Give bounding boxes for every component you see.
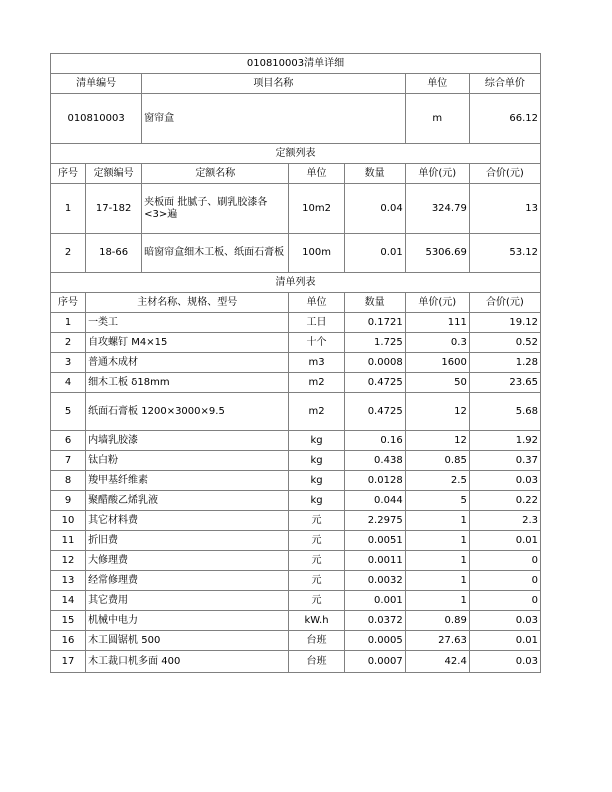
material-qty: 0.0051 — [344, 531, 405, 551]
material-total: 19.12 — [469, 313, 540, 333]
material-section-title: 清单列表 — [51, 273, 541, 293]
material-total: 5.68 — [469, 393, 540, 431]
material-total: 0.03 — [469, 651, 540, 673]
material-qty: 0.001 — [344, 591, 405, 611]
quota-unit: 10m2 — [289, 184, 344, 234]
material-no: 12 — [51, 551, 86, 571]
material-no: 17 — [51, 651, 86, 673]
material-row — [51, 333, 541, 353]
quota-price: 324.79 — [405, 184, 469, 234]
material-total-header: 合价(元) — [469, 293, 540, 313]
quota-no: 2 — [51, 234, 86, 273]
material-total: 0.37 — [469, 451, 540, 471]
material-unit: kg — [289, 491, 344, 511]
material-no: 10 — [51, 511, 86, 531]
material-name: 机械中电力 — [86, 611, 289, 631]
material-qty: 0.0008 — [344, 353, 405, 373]
quota-no-header: 序号 — [51, 164, 86, 184]
quota-code: 17-182 — [86, 184, 142, 234]
material-name: 聚醋酸乙烯乳液 — [86, 491, 289, 511]
material-row — [51, 591, 541, 611]
quota-name: 夹板面 批腻子、刷乳胶漆各<3>遍 — [142, 184, 289, 234]
material-name: 木工圆锯机 500 — [86, 631, 289, 651]
material-name: 木工裁口机多面 400 — [86, 651, 289, 673]
material-row — [51, 511, 541, 531]
material-unit: kW.h — [289, 611, 344, 631]
material-row — [51, 571, 541, 591]
material-row — [51, 393, 541, 431]
bill-code: 010810003 — [51, 94, 142, 144]
quota-header-row — [51, 164, 541, 184]
material-unit: 元 — [289, 511, 344, 531]
material-unit: m2 — [289, 393, 344, 431]
quota-qty: 0.04 — [344, 184, 405, 234]
material-unit: 元 — [289, 531, 344, 551]
material-unit: kg — [289, 471, 344, 491]
material-name-header: 主材名称、规格、型号 — [86, 293, 289, 313]
material-price: 111 — [405, 313, 469, 333]
material-price: 12 — [405, 431, 469, 451]
material-price: 1 — [405, 551, 469, 571]
material-price: 1 — [405, 531, 469, 551]
material-price: 1 — [405, 571, 469, 591]
material-qty: 2.2975 — [344, 511, 405, 531]
bill-name-header: 项目名称 — [142, 74, 406, 94]
material-no: 4 — [51, 373, 86, 393]
material-qty: 0.4725 — [344, 393, 405, 431]
material-total: 1.28 — [469, 353, 540, 373]
material-name: 一类工 — [86, 313, 289, 333]
material-total: 23.65 — [469, 373, 540, 393]
bill-name: 窗帘盒 — [142, 94, 406, 144]
material-total: 0 — [469, 571, 540, 591]
material-name: 细木工板 δ18mm — [86, 373, 289, 393]
table-title: 010810003清单详细 — [51, 54, 541, 74]
material-no: 1 — [51, 313, 86, 333]
material-total: 0.22 — [469, 491, 540, 511]
material-price: 1600 — [405, 353, 469, 373]
material-price: 0.89 — [405, 611, 469, 631]
material-total: 0.01 — [469, 531, 540, 551]
material-unit: 十个 — [289, 333, 344, 353]
quota-row — [51, 234, 541, 273]
material-qty: 0.16 — [344, 431, 405, 451]
quota-unit-header: 单位 — [289, 164, 344, 184]
material-total: 0.01 — [469, 631, 540, 651]
quota-unit: 100m — [289, 234, 344, 273]
bill-header-row — [51, 74, 541, 94]
material-row — [51, 353, 541, 373]
bill-price-header: 综合单价 — [469, 74, 540, 94]
material-qty: 0.0128 — [344, 471, 405, 491]
material-no: 7 — [51, 451, 86, 471]
material-name: 钛白粉 — [86, 451, 289, 471]
material-total: 0.03 — [469, 471, 540, 491]
material-unit: m3 — [289, 353, 344, 373]
quota-price: 5306.69 — [405, 234, 469, 273]
material-unit: kg — [289, 431, 344, 451]
material-total: 2.3 — [469, 511, 540, 531]
material-price: 1 — [405, 591, 469, 611]
material-name: 其它材料费 — [86, 511, 289, 531]
bill-unit: m — [405, 94, 469, 144]
material-no-header: 序号 — [51, 293, 86, 313]
material-qty: 0.0007 — [344, 651, 405, 673]
material-name: 普通木成材 — [86, 353, 289, 373]
material-no: 6 — [51, 431, 86, 451]
material-unit: kg — [289, 451, 344, 471]
material-price: 5 — [405, 491, 469, 511]
material-name: 大修理费 — [86, 551, 289, 571]
material-row — [51, 551, 541, 571]
material-qty: 0.0032 — [344, 571, 405, 591]
material-price: 2.5 — [405, 471, 469, 491]
material-no: 3 — [51, 353, 86, 373]
material-no: 15 — [51, 611, 86, 631]
quota-total: 13 — [469, 184, 540, 234]
material-qty: 0.1721 — [344, 313, 405, 333]
material-unit: m2 — [289, 373, 344, 393]
material-name: 纸面石膏板 1200×3000×9.5 — [86, 393, 289, 431]
quota-code: 18-66 — [86, 234, 142, 273]
quota-code-header: 定额编号 — [86, 164, 142, 184]
material-row — [51, 471, 541, 491]
material-no: 2 — [51, 333, 86, 353]
material-unit: 台班 — [289, 631, 344, 651]
material-price: 42.4 — [405, 651, 469, 673]
material-total: 1.92 — [469, 431, 540, 451]
material-row — [51, 313, 541, 333]
material-qty: 0.0372 — [344, 611, 405, 631]
material-qty: 0.0005 — [344, 631, 405, 651]
quota-row — [51, 184, 541, 234]
material-row — [51, 611, 541, 631]
material-qty: 0.044 — [344, 491, 405, 511]
material-unit: 元 — [289, 571, 344, 591]
material-unit-header: 单位 — [289, 293, 344, 313]
material-unit: 元 — [289, 551, 344, 571]
bill-unit-header: 单位 — [405, 74, 469, 94]
material-row — [51, 631, 541, 651]
material-no: 13 — [51, 571, 86, 591]
material-price: 50 — [405, 373, 469, 393]
material-qty: 0.4725 — [344, 373, 405, 393]
material-row — [51, 431, 541, 451]
material-qty: 0.0011 — [344, 551, 405, 571]
material-name: 折旧费 — [86, 531, 289, 551]
quota-total-header: 合价(元) — [469, 164, 540, 184]
quota-section-title: 定额列表 — [51, 144, 541, 164]
material-total: 0 — [469, 551, 540, 571]
bill-price: 66.12 — [469, 94, 540, 144]
quota-name-header: 定额名称 — [142, 164, 289, 184]
material-price: 0.85 — [405, 451, 469, 471]
material-row — [51, 491, 541, 511]
material-no: 14 — [51, 591, 86, 611]
material-no: 5 — [51, 393, 86, 431]
material-header-row — [51, 293, 541, 313]
material-price: 12 — [405, 393, 469, 431]
quota-no: 1 — [51, 184, 86, 234]
material-total: 0.03 — [469, 611, 540, 631]
material-qty-header: 数量 — [344, 293, 405, 313]
material-name: 羧甲基纤维素 — [86, 471, 289, 491]
material-no: 9 — [51, 491, 86, 511]
material-unit: 台班 — [289, 651, 344, 673]
material-no: 8 — [51, 471, 86, 491]
quota-qty: 0.01 — [344, 234, 405, 273]
material-total: 0.52 — [469, 333, 540, 353]
material-name: 经常修理费 — [86, 571, 289, 591]
bill-row — [51, 94, 541, 144]
material-price: 0.3 — [405, 333, 469, 353]
material-name: 内墙乳胶漆 — [86, 431, 289, 451]
material-row — [51, 531, 541, 551]
material-row — [51, 373, 541, 393]
material-unit: 元 — [289, 591, 344, 611]
material-price: 1 — [405, 511, 469, 531]
material-price-header: 单价(元) — [405, 293, 469, 313]
material-name: 其它费用 — [86, 591, 289, 611]
material-qty: 1.725 — [344, 333, 405, 353]
material-total: 0 — [469, 591, 540, 611]
material-name: 自攻螺钉 M4×15 — [86, 333, 289, 353]
material-price: 27.63 — [405, 631, 469, 651]
material-row — [51, 451, 541, 471]
material-no: 16 — [51, 631, 86, 651]
material-no: 11 — [51, 531, 86, 551]
material-row — [51, 651, 541, 673]
bill-code-header: 清单编号 — [51, 74, 142, 94]
material-qty: 0.438 — [344, 451, 405, 471]
bill-detail-table — [50, 53, 541, 673]
material-unit: 工日 — [289, 313, 344, 333]
quota-qty-header: 数量 — [344, 164, 405, 184]
quota-name: 暗窗帘盒细木工板、纸面石膏板 — [142, 234, 289, 273]
quota-price-header: 单价(元) — [405, 164, 469, 184]
quota-total: 53.12 — [469, 234, 540, 273]
